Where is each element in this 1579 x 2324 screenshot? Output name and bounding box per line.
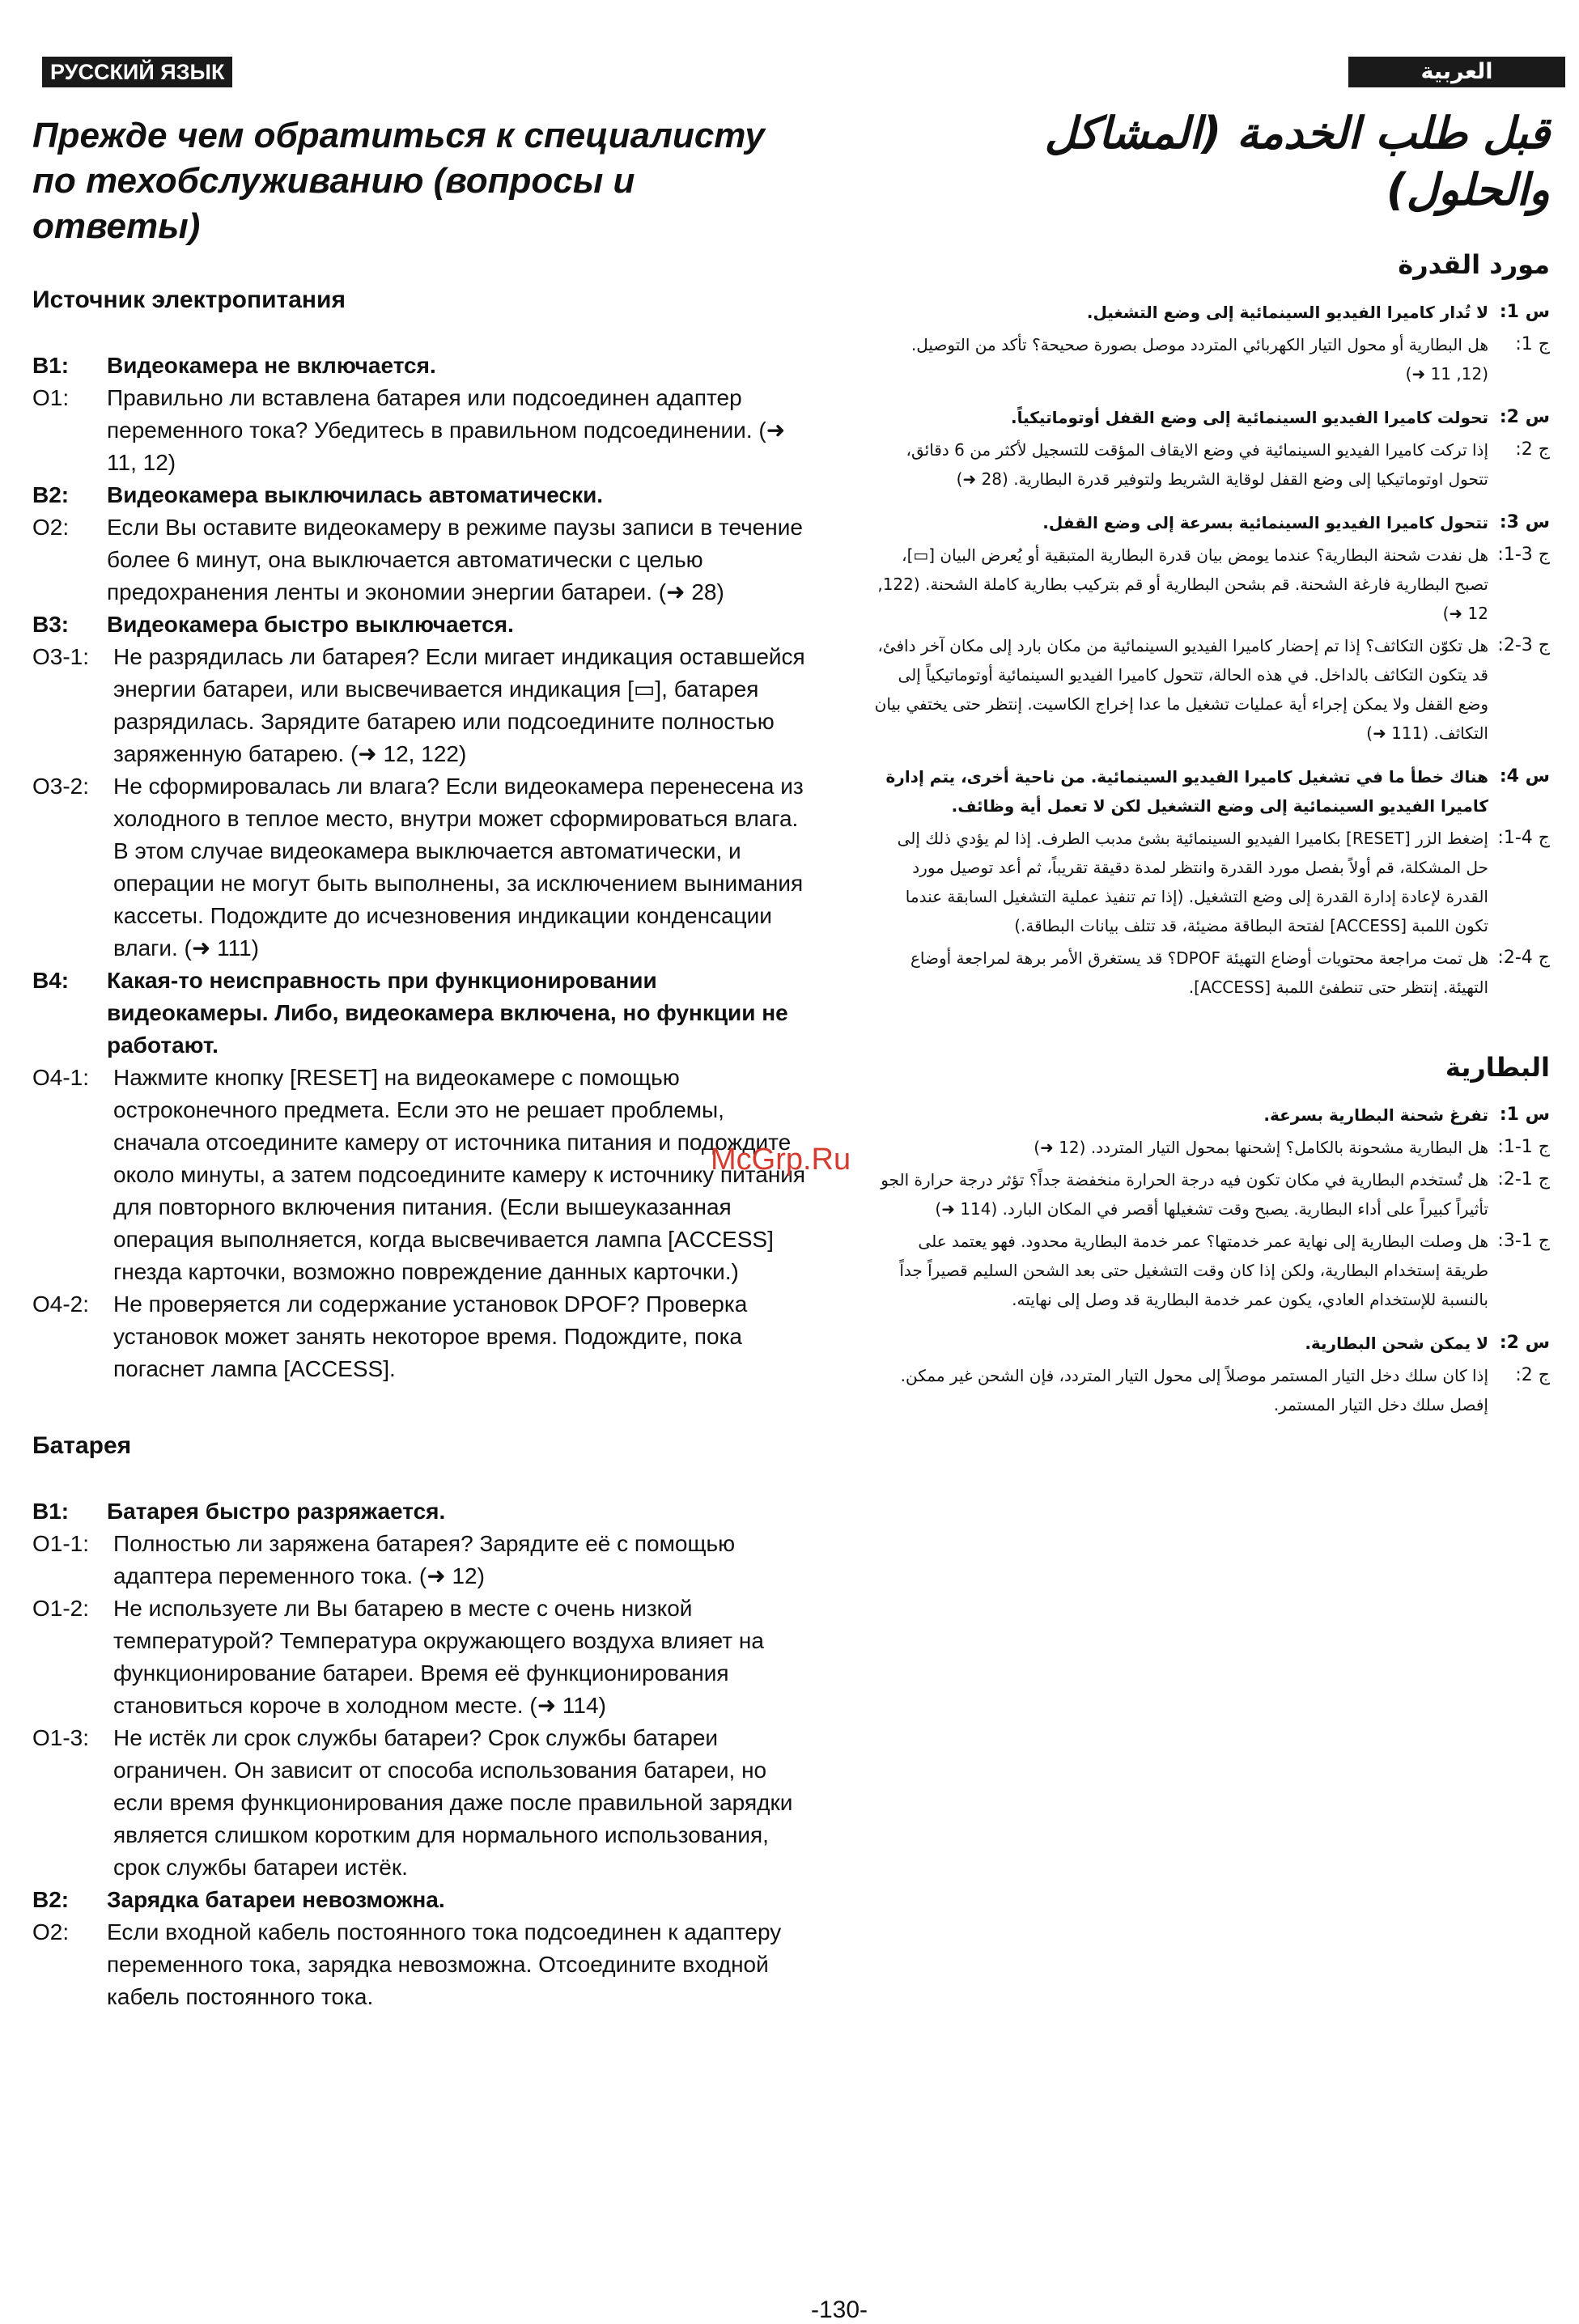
ar-power-answer	[874, 541, 1550, 628]
item-label: ج 2:	[1515, 1365, 1550, 1385]
ru-battery-answer	[32, 1528, 809, 1592]
item-text: لا تُدار كاميرا الفيديو السينمائية إلى وضع التشغيل.	[1086, 303, 1488, 322]
ar-battery-answer	[874, 1133, 1550, 1162]
item-label: ج 1-3:	[1497, 1231, 1550, 1251]
ru-power-question	[32, 479, 809, 511]
item-text: هل تكوّن التكاثف؟ إذا تم إحضار كاميرا الفيديو السينمائية من مكان بارد إلى مكان آخر دافئ، قد يتكون التكاثف بالداخل. في هذه الحالة، تتحول كاميرا الفيديو السينمائية أوتوماتيكياً إلى وضع القفل ولا يمكن إجراء أية عمليات تشغيل ما عدا إخراج الكاسيت. إنتظر حتى يختفي بيان التكاثف. (111 ➜)	[874, 636, 1488, 743]
item-text: هل البطارية مشحونة بالكامل؟ إشحنها بمحول التيار المتردد. (12 ➜)	[1034, 1138, 1488, 1157]
item-text: هل البطارية أو محول التيار الكهربائي المتردد موصل بصورة صحيحة؟ تأكد من التوصيل. (12, 11 ➜)	[910, 335, 1488, 384]
ar-battery-answer	[874, 1227, 1550, 1314]
ar-power-answer	[874, 944, 1550, 1002]
item-label: О2:	[32, 1919, 70, 1944]
item-text: تحولت كاميرا الفيديو السينمائية إلى وضع القفل أوتوماتيكياً.	[1011, 408, 1488, 427]
item-text: Не проверяется ли содержание установок DPOF? Проверка установок может занять некоторое время. Подождите, пока погаснет лампа [ACCESS].	[113, 1291, 748, 1381]
item-label: О3-1:	[32, 644, 90, 669]
ar-power-answer	[874, 824, 1550, 940]
item-label: ج 3-1:	[1497, 545, 1550, 565]
item-text: إذا تركت كاميرا الفيديو السينمائية في وضع الايقاف المؤقت للتسجيل لأكثر من 6 دقائق، تتحول اوتوماتيكيا إلى وضع القفل لوقاية الشريط ولتوفير قدرة البطارية. (28 ➜)	[906, 440, 1488, 489]
item-label: س 2:	[1499, 407, 1550, 427]
russian-battery-qa-list	[32, 1495, 809, 2013]
item-text: Не сформировалась ли влага? Если видеокамера перенесена из холодного в теплое место, внутри может сформироваться влага. В этом случае видеокамера выключается автоматически, и операции не могут быть выполнены, за исключением вынимания кассеты. Подождите до исчезновения индикации конденсации влаги. (➜ 111)	[113, 774, 804, 961]
russian-column	[32, 113, 809, 2013]
ru-power-question	[32, 965, 809, 1062]
ru-power-answer	[32, 1062, 809, 1288]
ru-battery-answer	[32, 1916, 809, 2013]
item-label: س 4:	[1499, 766, 1550, 787]
item-label: О1-1:	[32, 1531, 90, 1556]
ar-power-question	[874, 298, 1550, 327]
item-label: ج 1:	[1515, 334, 1550, 354]
ru-power-answer	[32, 511, 809, 609]
item-text: Полностью ли заряжена батарея? Зарядите её с помощью адаптера переменного тока. (➜ 12)	[113, 1531, 736, 1588]
ar-power-answer	[874, 435, 1550, 494]
item-label: س 3:	[1499, 512, 1550, 532]
item-label: О1:	[32, 385, 70, 410]
ar-battery-question	[874, 1101, 1550, 1130]
russian-power-heading: Источник электропитания	[32, 286, 346, 313]
item-text: هل تُستخدم البطارية في مكان تكون فيه درجة الحرارة منخفضة جداً؟ تؤثر درجة حرارة الجو تأثيراً كبيراً على أداء البطارية. يصبح وقت تشغيلها أقصر في المكان البارد. (114 ➜)	[881, 1170, 1488, 1219]
item-text: Видеокамера выключилась автоматически.	[107, 482, 604, 507]
item-label: В2:	[32, 1887, 70, 1912]
ru-power-question	[32, 609, 809, 641]
item-label: ج 4-2:	[1497, 948, 1550, 968]
item-label: س 1:	[1499, 302, 1550, 322]
item-text: Если Вы оставите видеокамеру в режиме паузы записи в течение более 6 минут, она выключается автоматически с целью предохранения ленты и экономии энергии батареи. (➜ 28)	[107, 515, 803, 604]
item-label: ج 1-1:	[1497, 1137, 1550, 1157]
arabic-language-badge: العربية	[1348, 57, 1565, 87]
item-text: إذا كان سلك دخل التيار المستمر موصلاً إلى محول التيار المتردد، فإن الشحن غير ممكن. إفصل سلك دخل التيار المستمر.	[900, 1366, 1488, 1414]
arabic-power-heading: مورد القدرة	[1398, 249, 1550, 280]
russian-power-qa-list	[32, 350, 809, 1385]
item-text: Не истёк ли срок службы батареи? Срок службы батареи ограничен. Он зависит от способа использования батареи, но если время функционирования даже после правильной зарядки является слишком коротким для нормального использования, срок службы батареи истёк.	[113, 1725, 793, 1880]
ar-power-question	[874, 403, 1550, 432]
arabic-column	[874, 105, 1550, 1423]
ru-power-answer	[32, 382, 809, 479]
item-text: إضغط الزر [RESET] بكاميرا الفيديو السينمائية بشئ مدبب الطرف. إذا لم يؤدي ذلك إلى حل المشكلة، قم أولاً بفصل مورد القدرة وانتظر لمدة دقيقة تقريباً، ثم أعد توصيل مورد القدرة لإعادة إدارة القدرة إلى وضع التشغيل. (إذا تم تنفيذ عملية التشغيل السابقة عندما تكون اللمبة [ACCESS] لفتحة البطاقة مضيئة، قد تتلف بيانات البطاقة.)	[897, 829, 1488, 935]
item-text: Какая-то неисправность при функционировании видеокамеры. Либо, видеокамера включена, но функции не работают.	[107, 968, 788, 1058]
item-text: Батарея быстро разряжается.	[107, 1499, 446, 1524]
item-label: О1-3:	[32, 1725, 90, 1750]
ru-power-answer	[32, 641, 809, 770]
ar-power-answer	[874, 631, 1550, 748]
item-text: هل تمت مراجعة محتويات أوضاع التهيئة DPOF؟ قد يستغرق الأمر برهة لمراجعة أوضاع التهيئة. إنتظر حتى تنطفئ اللمبة [ACCESS].	[910, 948, 1488, 997]
item-label: В2:	[32, 482, 70, 507]
item-label: س 2:	[1499, 1333, 1550, 1353]
item-text: لا يمكن شحن البطارية.	[1305, 1334, 1488, 1353]
ar-power-question	[874, 508, 1550, 537]
item-label: В4:	[32, 968, 70, 993]
item-label: О2:	[32, 515, 70, 540]
ru-battery-answer	[32, 1592, 809, 1722]
russian-language-badge: РУССКИЙ ЯЗЫК	[42, 57, 232, 87]
arabic-battery-heading: البطارية	[1445, 1052, 1550, 1083]
page-number: -130-	[811, 2296, 868, 2323]
arabic-power-qa-list	[874, 298, 1550, 1002]
watermark: McGrp.Ru	[711, 1143, 851, 1177]
arabic-battery-qa-list	[874, 1101, 1550, 1419]
item-text: Видеокамера не включается.	[107, 353, 436, 378]
russian-page-title: Прежде чем обратиться к специалисту по техобслуживанию (вопросы и ответы)	[32, 116, 765, 246]
ru-battery-answer	[32, 1722, 809, 1884]
item-text: Нажмите кнопку [RESET] на видеокамере с помощью остроконечного предмета. Если это не решает проблемы, сначала отсоедините камеру от источника питания и подождите около минуты, а затем подсоедините камеру к источнику питания для повторного включения питания. (Если вышеуказанная операция выполняется, когда высвечивается лампа [ACCESS] гнезда карточки, возможно повреждение данных карточки.)	[113, 1065, 806, 1284]
ru-power-answer	[32, 1288, 809, 1385]
ru-battery-question	[32, 1884, 809, 1916]
ar-power-question	[874, 762, 1550, 821]
ar-battery-answer	[874, 1361, 1550, 1419]
item-label: О4-1:	[32, 1065, 90, 1090]
item-text: Не используете ли Вы батарею в месте с очень низкой температурой? Температура окружающего воздуха влияет на функционирование батареи. Время её функционирования становиться короче в холодном месте. (➜ 114)	[113, 1596, 764, 1718]
item-text: هل وصلت البطارية إلى نهاية عمر خدمتها؟ عمر خدمة البطارية محدود. فهو يعتمد على طريقة إستخدام البطارية، ولكن إذا كان وقت التشغيل حتى بعد الشحن السليم قصيراً جداً بالنسبة للإستخدام العادي، يكون عمر خدمة البطارية قد وصل إلى نهايته.	[899, 1232, 1488, 1309]
item-label: س 1:	[1499, 1105, 1550, 1125]
ru-power-question	[32, 350, 809, 382]
item-label: ج 2:	[1515, 439, 1550, 460]
item-label: В3:	[32, 612, 70, 637]
item-text: Не разрядилась ли батарея? Если мигает индикация оставшейся энергии батареи, или высвечивается индикация [▭], батарея разрядилась. Зарядите батарею или подсоедините полностью заряженную батарею. (➜ 12, 122)	[113, 644, 805, 766]
item-text: Правильно ли вставлена батарея или подсоединен адаптер переменного тока? Убедитесь в правильном подсоединении. (➜ 11, 12)	[107, 385, 786, 475]
russian-battery-heading: Батарея	[32, 1432, 132, 1459]
item-text: Зарядка батареи невозможна.	[107, 1887, 445, 1912]
ar-battery-question	[874, 1329, 1550, 1358]
item-text: هل نفدت شحنة البطارية؟ عندما يومض بيان قدرة البطارية المتبقية أو يُعرض البيان [▭]، تصبح البطارية فارغة الشحنة. قم بشحن البطارية أو قم بتركيب بطارية كاملة الشحنة. (122, 12 ➜)	[877, 545, 1488, 623]
item-label: О4-2:	[32, 1291, 90, 1317]
item-text: تفرغ شحنة البطارية بسرعة.	[1263, 1105, 1488, 1125]
ar-battery-answer	[874, 1165, 1550, 1223]
item-label: ج 3-2:	[1497, 635, 1550, 655]
ru-battery-question	[32, 1495, 809, 1528]
item-label: О1-2:	[32, 1596, 90, 1621]
item-text: Если входной кабель постоянного тока подсоединен к адаптеру переменного тока, зарядка невозможна. Отсоедините входной кабель постоянного тока.	[107, 1919, 782, 2009]
item-label: В1:	[32, 353, 70, 378]
item-label: В1:	[32, 1499, 70, 1524]
item-text: هناك خطأ ما في تشغيل كاميرا الفيديو السينمائية. من ناحية أخرى، يتم إدارة كاميرا الفيديو السينمائية إلى وضع التشغيل لكن لا تعمل أية وظائف.	[885, 767, 1488, 816]
ru-power-answer	[32, 770, 809, 965]
item-label: ج 1-2:	[1497, 1169, 1550, 1190]
item-label: О3-2:	[32, 774, 90, 799]
item-label: ج 4-1:	[1497, 828, 1550, 848]
item-text: Видеокамера быстро выключается.	[107, 612, 514, 637]
item-text: تتحول كاميرا الفيديو السينمائية بسرعة إلى وضع القفل.	[1042, 513, 1488, 532]
ar-power-answer	[874, 330, 1550, 388]
arabic-page-title: قبل طلب الخدمة (المشاكل والحلول)	[1044, 108, 1550, 215]
